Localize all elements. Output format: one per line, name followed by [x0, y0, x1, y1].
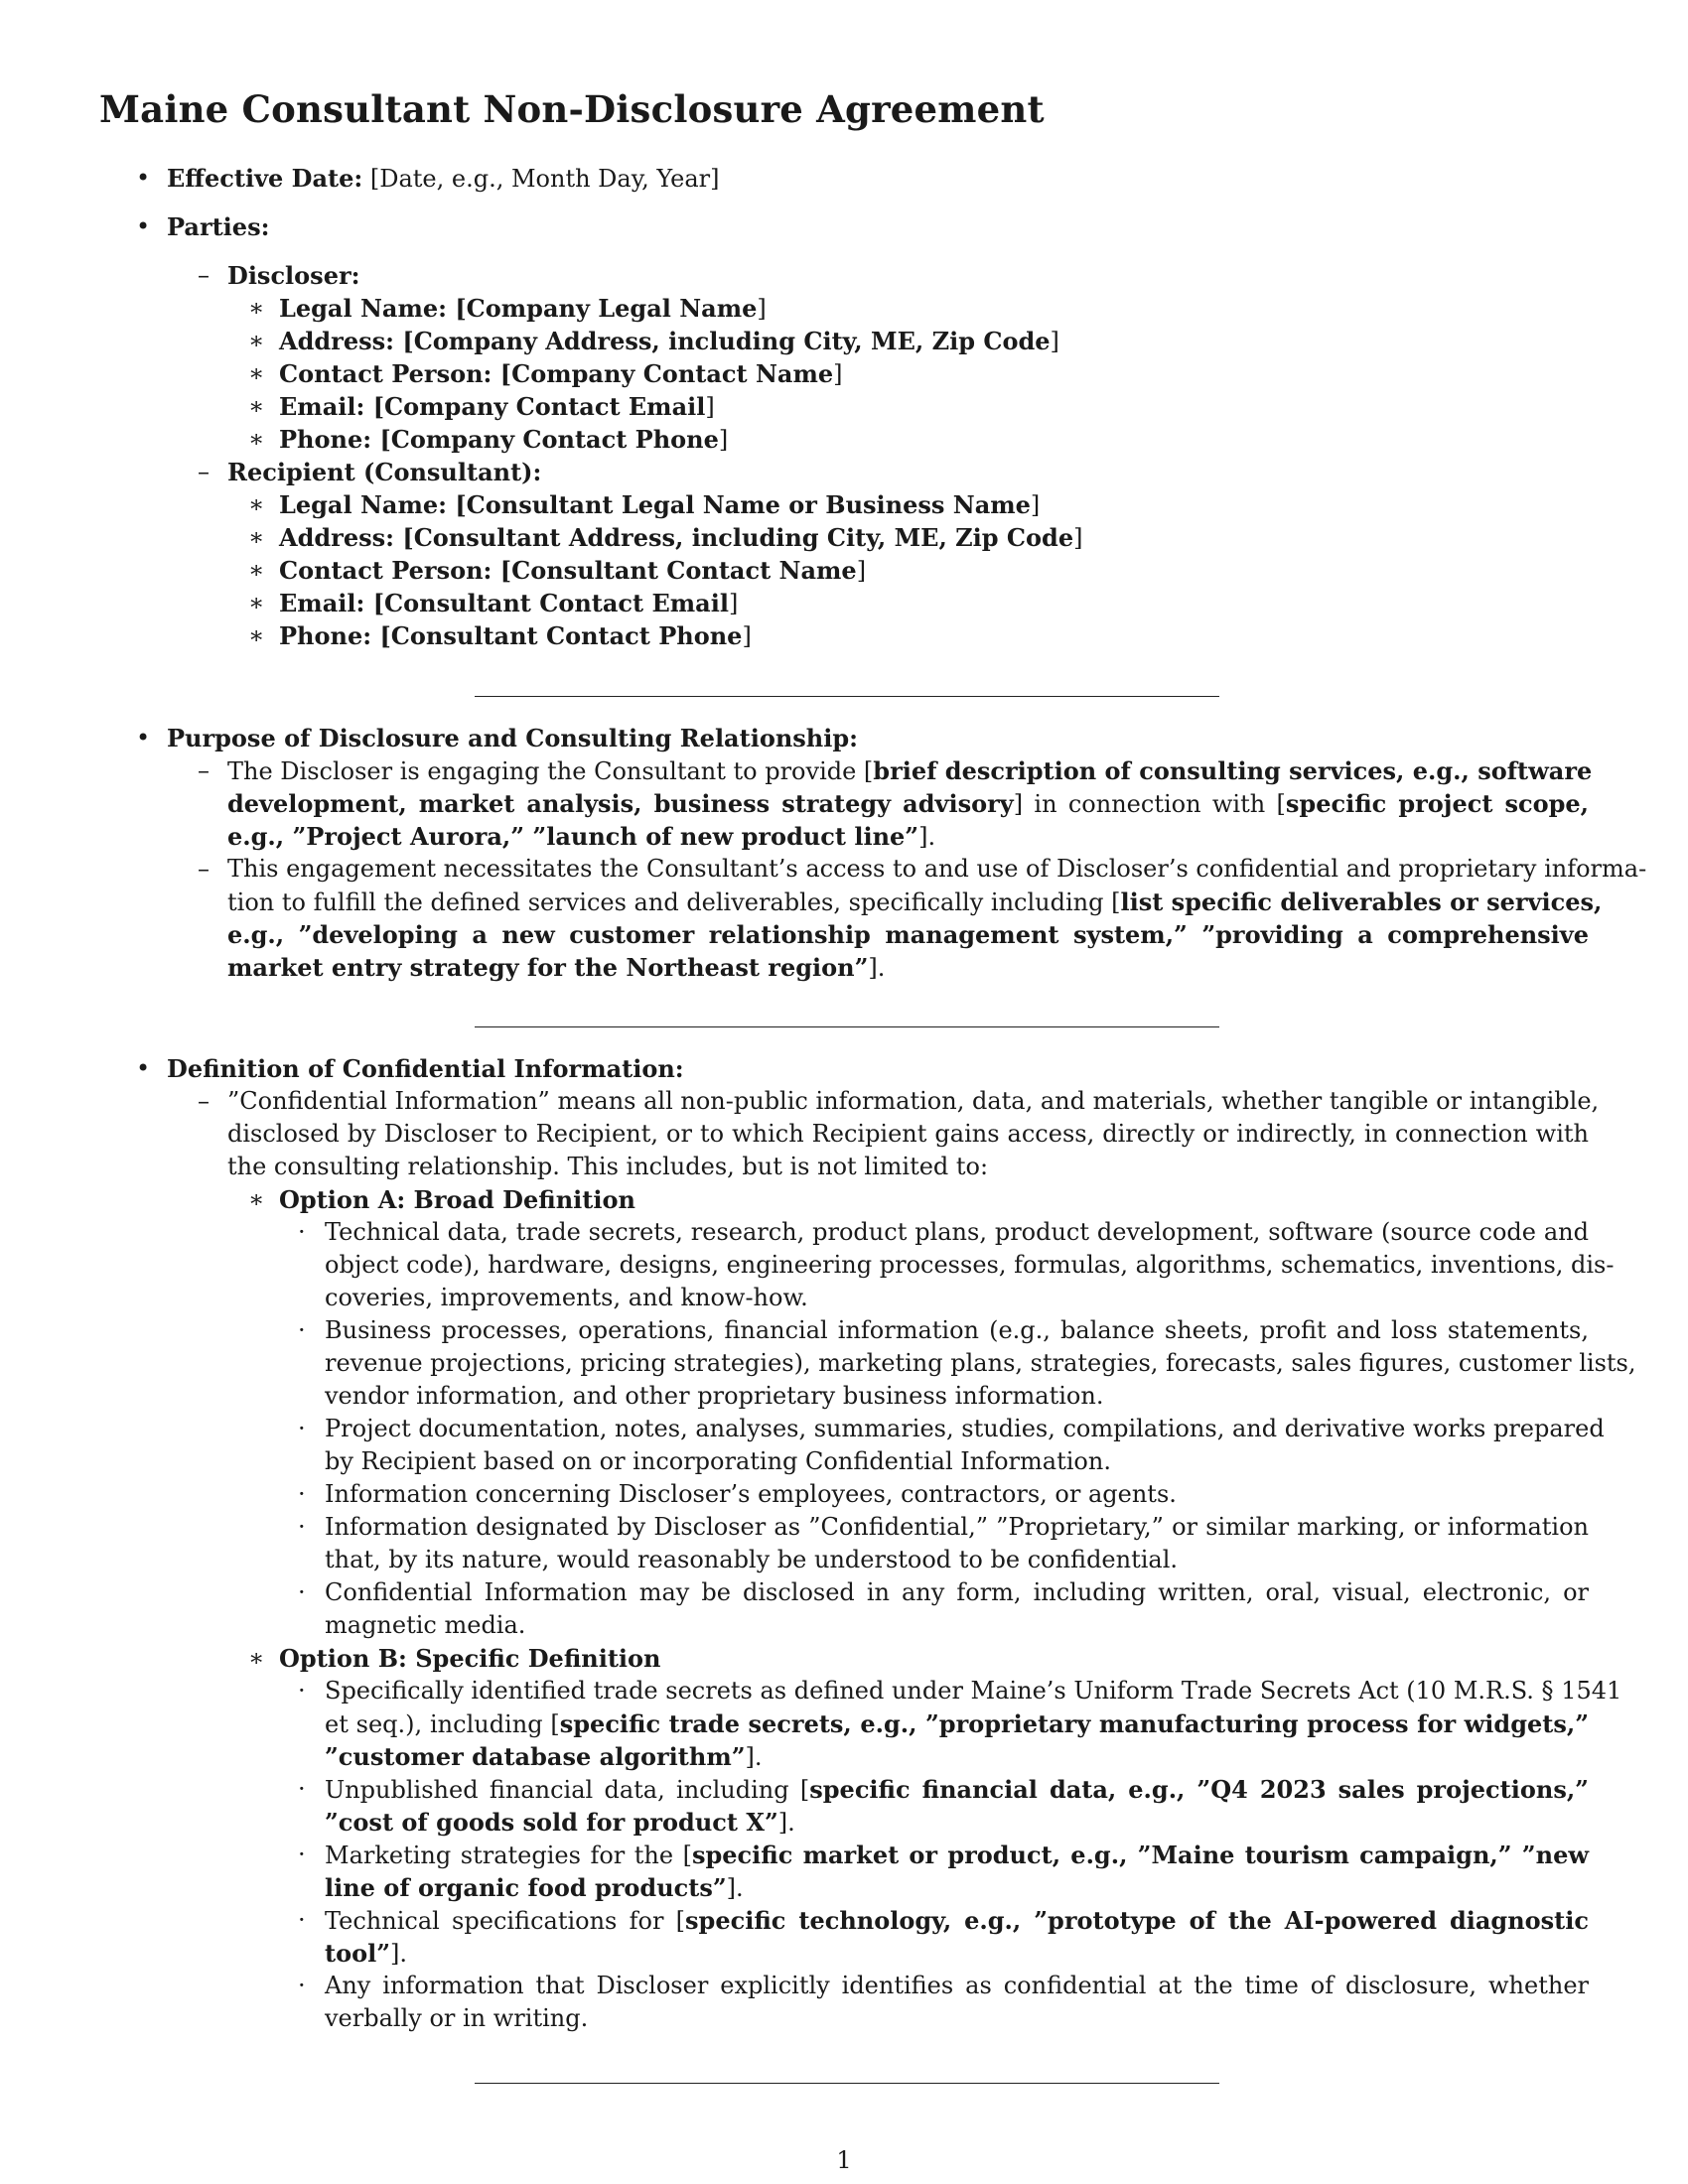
section-divider: [475, 696, 1219, 697]
page-number: 1: [836, 2146, 852, 2174]
recipient-contact-person: Contact Person: [Consultant Contact Name]: [279, 556, 867, 585]
option-a-item5-line2: that, by its nature, would reasonably be understood to be confidential.: [325, 1546, 1179, 1573]
star-marker: ∗: [248, 556, 265, 584]
section-divider: [475, 2083, 1219, 2084]
option-b-item2-line2: ”cost of goods sold for product X”].: [325, 1808, 795, 1837]
option-b-item4-line2: tool”].: [325, 1939, 408, 1968]
discloser-address: Address: [Company Address, including City, ME, Zip Code]: [279, 327, 1059, 355]
discloser-legal-name: Legal Name: [Company Legal Name]: [279, 294, 767, 323]
star-marker: ∗: [248, 1185, 265, 1213]
purpose-p2-line3: e.g., ”developing a new customer relationship management system,” ”providing a comprehensive: [227, 920, 1589, 949]
option-b-item1-line2: et seq.), including [specific trade secrets, e.g., ”proprietary manufacturing process for widgets,”: [325, 1709, 1590, 1738]
discloser-email: Email: [Company Contact Email]: [279, 392, 715, 421]
star-marker: ∗: [248, 294, 265, 322]
bullet-marker: •: [136, 724, 151, 751]
option-b-item1-line3: ”customer database algorithm”].: [325, 1742, 763, 1771]
option-b-item5-line2: verbally or in writing.: [325, 2004, 589, 2032]
dot-marker: ·: [298, 1218, 306, 1246]
option-a-item2-line1: Business processes, operations, financial information (e.g., balance sheets, profit and loss statements,: [325, 1316, 1589, 1344]
option-b-item2-line1: Unpublished financial data, including [specific financial data, e.g., ”Q4 2023 sales projections,”: [325, 1775, 1589, 1804]
option-a-item4-line1: Information concerning Discloser’s employees, contractors, or agents.: [325, 1480, 1177, 1508]
recipient-legal-name: Legal Name: [Consultant Legal Name or Business Name]: [279, 490, 1041, 519]
purpose-p2-line2: tion to fulfill the defined services and deliverables, specifically including [list specific deliverables or services,: [227, 887, 1603, 916]
bullet-marker: •: [136, 1054, 151, 1082]
dot-marker: ·: [298, 1972, 306, 1999]
purpose-p1-line1: The Discloser is engaging the Consultant to provide [brief description of consulting services, e.g., software: [227, 756, 1593, 785]
star-marker: ∗: [248, 589, 265, 616]
option-a-item1-line3: coveries, improvements, and know-how.: [325, 1284, 808, 1311]
effective-date-value: [Date, e.g., Month Day, Year]: [362, 165, 720, 193]
purpose-p1-line3: e.g., ”Project Aurora,” ”launch of new product line”].: [227, 822, 936, 851]
dot-marker: ·: [298, 1513, 306, 1541]
star-marker: ∗: [248, 490, 265, 518]
definition-intro-line2: disclosed by Discloser to Recipient, or to which Recipient gains access, directly or indirectly, in connection with: [227, 1120, 1589, 1148]
recipient-email: Email: [Consultant Contact Email]: [279, 589, 739, 617]
option-b-item1-line1: Specifically identified trade secrets as defined under Maine’s Uniform Trade Secrets Act (10 M.R.S. § 1541: [325, 1677, 1622, 1705]
purpose-p2-line4: market entry strategy for the Northeast region”].: [227, 953, 886, 982]
option-a-item1-line1: Technical data, trade secrets, research, product plans, product development, software (source code and: [325, 1218, 1589, 1246]
star-marker: ∗: [248, 523, 265, 551]
dash-marker: –: [198, 261, 210, 289]
recipient-phone: Phone: [Consultant Contact Phone]: [279, 621, 752, 650]
dash-marker: –: [198, 855, 210, 883]
option-b-item3-line1: Marketing strategies for the [specific market or product, e.g., ”Maine tourism campaign,” ”new: [325, 1841, 1589, 1869]
bullet-marker: •: [136, 164, 151, 192]
option-b-item4-line1: Technical specifications for [specific technology, e.g., ”prototype of the AI-powered diagnostic: [325, 1906, 1589, 1935]
dot-marker: ·: [298, 1578, 306, 1606]
star-marker: ∗: [248, 392, 265, 420]
dot-marker: ·: [298, 1775, 306, 1803]
discloser-contact-person: Contact Person: [Company Contact Name]: [279, 359, 843, 388]
option-a-item2-line3: vendor information, and other proprietary business information.: [325, 1382, 1104, 1410]
option-b-item3-line2: line of organic food products”].: [325, 1873, 744, 1902]
option-a-item3-line2: by Recipient based on or incorporating Confidential Information.: [325, 1447, 1111, 1475]
bullet-marker: •: [136, 212, 151, 240]
option-a-item3-line1: Project documentation, notes, analyses, summaries, studies, compilations, and derivative works prepared: [325, 1415, 1605, 1442]
star-marker: ∗: [248, 1644, 265, 1672]
dash-marker: –: [198, 756, 210, 784]
effective-date-line: [167, 162, 719, 196]
dot-marker: ·: [298, 1480, 306, 1508]
purpose-heading: Purpose of Disclosure and Consulting Relationship:: [167, 724, 858, 752]
purpose-p2-line1: This engagement necessitates the Consultant’s access to and use of Discloser’s confidential and proprietary informa-: [227, 855, 1647, 883]
option-b-heading: Option B: Specific Definition: [279, 1644, 661, 1673]
dot-marker: ·: [298, 1316, 306, 1344]
star-marker: ∗: [248, 621, 265, 649]
recipient-heading: Recipient (Consultant):: [227, 458, 542, 486]
dot-marker: ·: [298, 1415, 306, 1442]
document-title: Maine Consultant Non-Disclosure Agreement: [99, 87, 1045, 131]
option-a-item1-line2: object code), hardware, designs, engineering processes, formulas, algorithms, schematics, inventions, dis-: [325, 1251, 1615, 1279]
option-a-item5-line1: Information designated by Discloser as ”Confidential,” ”Proprietary,” or similar marking, or information: [325, 1513, 1589, 1541]
section-divider: [475, 1026, 1219, 1027]
star-marker: ∗: [248, 425, 265, 453]
recipient-address: Address: [Consultant Address, including City, ME, Zip Code]: [279, 523, 1083, 552]
definition-heading: Definition of Confidential Information:: [167, 1054, 684, 1083]
definition-intro-line1: ”Confidential Information” means all non-public information, data, and materials, whether tangible or intangible,: [227, 1087, 1600, 1115]
parties-heading: Parties:: [167, 212, 270, 241]
purpose-p1-line2: development, market analysis, business strategy advisory] in connection with [specific project scope,: [227, 789, 1590, 818]
dash-marker: –: [198, 458, 210, 485]
option-a-item6-line1: Confidential Information may be disclosed in any form, including written, oral, visual, electronic, or: [325, 1578, 1589, 1606]
star-marker: ∗: [248, 327, 265, 354]
discloser-phone: Phone: [Company Contact Phone]: [279, 425, 729, 454]
dot-marker: ·: [298, 1677, 306, 1705]
star-marker: ∗: [248, 359, 265, 387]
option-a-item6-line2: magnetic media.: [325, 1611, 526, 1639]
definition-intro-line3: the consulting relationship. This includes, but is not limited to:: [227, 1153, 989, 1180]
dot-marker: ·: [298, 1906, 306, 1934]
option-a-heading: Option A: Broad Definition: [279, 1185, 635, 1214]
dot-marker: ·: [298, 1841, 306, 1868]
effective-date-label: Effective Date:: [167, 164, 363, 193]
option-b-item5-line1: Any information that Discloser explicitly identifies as confidential at the time of disclosure, whether: [325, 1972, 1589, 1999]
discloser-heading: Discloser:: [227, 261, 360, 290]
dash-marker: –: [198, 1087, 210, 1115]
option-a-item2-line2: revenue projections, pricing strategies), marketing plans, strategies, forecasts, sales figures, customer lists,: [325, 1349, 1636, 1377]
